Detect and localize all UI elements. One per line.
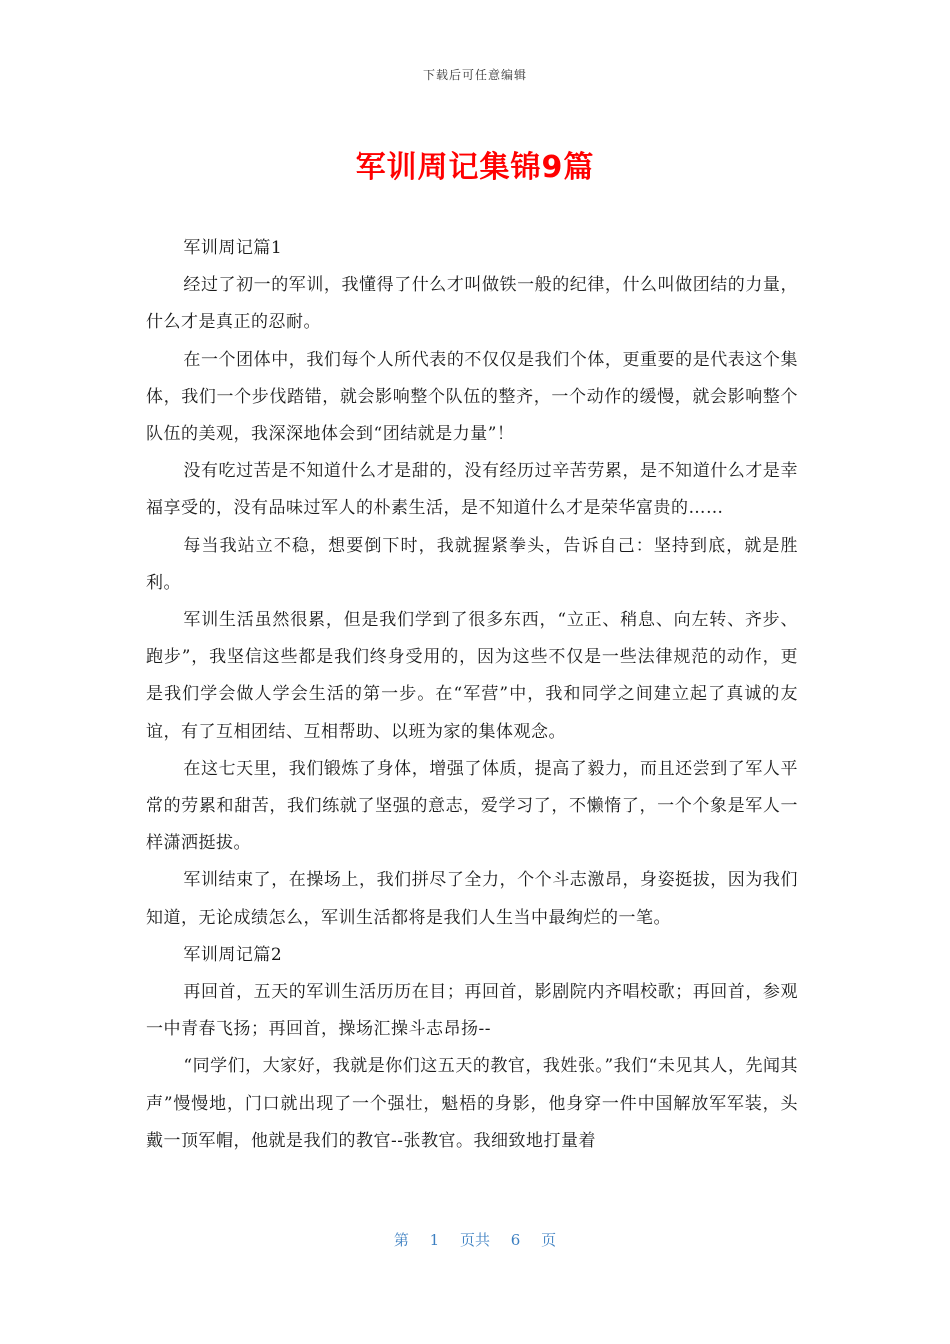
page-prefix: 第	[393, 1231, 409, 1249]
paragraph: 军训结束了，在操场上，我们拼尽了全力，个个斗志激昂，身姿挺拔，因为我们知道，无论成绩怎么，军训生活都将是我们人生当中最绚烂的一笔。	[146, 870, 798, 928]
page-mid: 页共	[459, 1231, 490, 1249]
document-title: 军训周记集锦9篇	[355, 150, 595, 185]
page-current: 1	[429, 1231, 440, 1249]
header-note: 下载后可任意编辑	[422, 68, 527, 82]
page-footer	[0, 1229, 950, 1250]
page-suffix: 页	[541, 1231, 557, 1249]
paragraph: 军训生活虽然很累，但是我们学到了很多东西，“立正、稍息、向左转、齐步、跑步”，我坚信这些都是我们终身受用的，因为这些不仅是一些法律规范的动作，更是我们学会做人学会生活的第一步。在“军营”中，我和同学之间建立起了真诚的友谊，有了互相团结、互相帮助、以班为家的集体观念。	[146, 610, 798, 742]
paragraph: “同学们，大家好，我就是你们这五天的教官，我姓张。”我们“未见其人，先闻其声”慢慢地，门口就出现了一个强壮，魁梧的身影，他身穿一件中国解放军军装，头戴一顶军帽，他就是我们的教官--张教官。我细致地打量着	[146, 1056, 798, 1151]
paragraph: 在这七天里，我们锻炼了身体，增强了体质，提高了毅力，而且还尝到了军人平常的劳累和甜苦，我们练就了坚强的意志，爱学习了，不懒惰了，一个个象是军人一样潇洒挺拔。	[146, 758, 798, 854]
paragraph: 每当我站立不稳，想要倒下时，我就握紧拳头，告诉自己：坚持到底，就是胜利。	[146, 535, 798, 593]
paragraph: 在一个团体中，我们每个人所代表的不仅仅是我们个体，更重要的是代表这个集体，我们一个步伐踏错，就会影响整个队伍的整齐，一个动作的缓慢，就会影响整个队伍的美观，我深深地体会到“团结就是力量”！	[146, 349, 798, 445]
paragraph: 没有吃过苦是不知道什么才是甜的，没有经历过辛苦劳累，是不知道什么才是幸福享受的，没有品味过军人的朴素生活，是不知道什么才是荣华富贵的……	[146, 461, 798, 519]
section-heading-2: 军训周记篇2	[183, 944, 283, 965]
document-body	[146, 230, 798, 1160]
page-total: 6	[510, 1231, 521, 1249]
section-heading-1: 军训周记篇1	[183, 238, 283, 258]
paragraph: 经过了初一的军训，我懂得了什么才叫做铁一般的纪律，什么叫做团结的力量，什么才是真正的忍耐。	[146, 275, 798, 333]
paragraph: 再回首，五天的军训生活历历在目；再回首，影剧院内齐唱校歌；再回首，参观一中青春飞扬；再回首，操场汇操斗志昂扬--	[146, 982, 798, 1040]
